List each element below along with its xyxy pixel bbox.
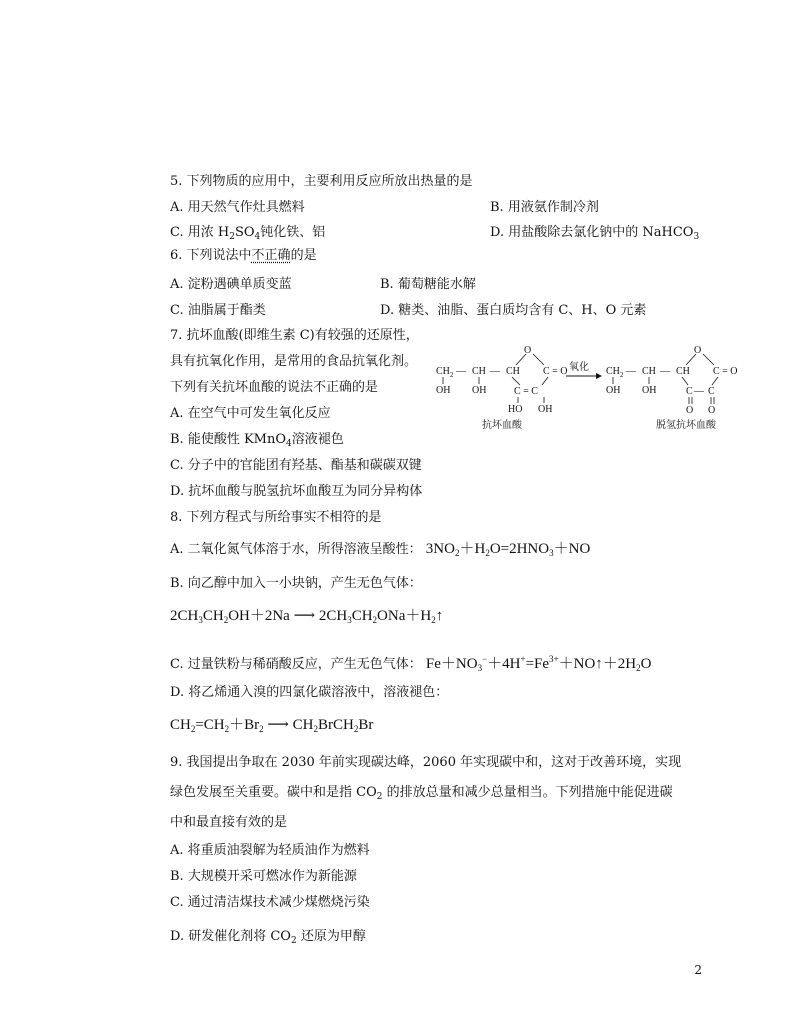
left-ch-b: CH <box>506 366 520 377</box>
q5-stem: 5. 下列物质的应用中，主要利用反应所放出热量的是 <box>170 174 473 189</box>
right-ch-b: CH <box>676 366 690 377</box>
right-o-1: O <box>686 405 694 416</box>
q9-option-a: A. 将重质油裂解为轻质油作为燃料 <box>170 843 370 858</box>
ascorbic-acid-oxidation-figure <box>432 340 772 432</box>
left-oh-1: OH <box>436 385 451 396</box>
q7-option-d: D. 抗坏血酸与脱氢抗坏血酸互为同分异构体 <box>170 484 423 499</box>
q8-c-equation: $Fe+NO_3^-+4H^+=Fe^{3+}+NO↑+2H_2O$ <box>425 654 652 673</box>
page-number: 2 <box>694 963 702 977</box>
q8-option-a: A. 二氧化氮气体溶于水，所得溶液呈酸性： $3NO_2+H_2O=2HNO_3+NO$ <box>170 541 591 558</box>
q7-stem-1: 7. 抗坏血酸(即维生素 C)有较强的还原性， <box>170 328 419 343</box>
q6-option-d: D. 糖类、油脂、蛋白质均含有 C、H、O 元素 <box>380 303 647 318</box>
q6-option-b: B. 葡萄糖能水解 <box>380 277 476 292</box>
q5-option-d: D. 用盐酸除去氯化钠中的 NaHCO$_3$ <box>490 225 700 242</box>
q8-option-c: C. 过量铁粉与稀硝酸反应，产生无色气体： $Fe+NO_3^-+4H^+=Fe^{3+}+NO↑+2H_2O$ <box>170 654 652 673</box>
left-ring-o: O <box>524 345 532 356</box>
right-c-1: C <box>686 386 693 397</box>
right-ring-o: O <box>694 345 702 356</box>
right-ch2: $CH_2$ <box>606 366 624 379</box>
q9-option-c: C. 通过清洁煤技术减少煤燃烧污染 <box>170 895 370 910</box>
left-oh-3: OH <box>538 404 553 415</box>
emphasis-mark: 不正确 <box>251 248 291 263</box>
right-o-2: O <box>708 405 716 416</box>
left-dash-2: — <box>490 366 500 377</box>
arrow-head-icon <box>596 373 602 379</box>
left-ch2: $CH_2$ <box>436 366 454 379</box>
left-ho: HO <box>508 404 523 415</box>
q9-option-d: D. 研发催化剂将 $CO_2$ 还原为甲醇 <box>170 929 366 946</box>
q5-option-a: A. 用天然气作灶具燃料 <box>170 200 305 215</box>
q9-stem-2: 绿色发展至关重要。碳中和是指 $CO_2$ 的排放总量和减少总量相当。下列措施中能促进碳 <box>170 785 673 802</box>
left-dash-1: — <box>456 366 466 377</box>
left-name: 抗坏血酸 <box>482 420 522 431</box>
q8-option-d: D. 将乙烯通入溴的四氯化碳溶液中，溶液褪色： <box>170 685 449 700</box>
right-dash-3: — <box>694 386 704 397</box>
q5-option-c: C. 用浓 $H_2SO_4$钝化铁、铝 <box>170 225 326 242</box>
q7-stem-2: 具有抗氧化作用，是常用的食品抗氧化剂。 <box>170 354 418 369</box>
right-carbonyl: C = O <box>713 366 738 377</box>
q7-option-c: C. 分子中的官能团有羟基、酯基和碳碳双键 <box>170 458 422 473</box>
q8-b-equation: $2CH_3CH_2OH+2Na$ ⟶ $2CH_3CH_2ONa+H_2↑$ <box>170 608 444 625</box>
right-dash-2: — <box>660 366 670 377</box>
right-bond-ring-4 <box>712 377 718 385</box>
q7-stem-3: 下列有关抗坏血酸的说法不正确的是 <box>170 380 379 395</box>
left-bond-ring-4 <box>542 377 548 385</box>
left-bond-ring-3 <box>512 377 520 385</box>
q9-option-b: B. 大规模开采可燃冰作为新能源 <box>170 869 357 884</box>
arrow-label: 氧化 <box>569 362 589 373</box>
right-c-2: C <box>708 386 715 397</box>
left-double-bond: C = C <box>514 386 538 397</box>
q8-option-b: B. 向乙醇中加入一小块钠，产生无色气体： <box>170 576 422 591</box>
left-bond-ring-2 <box>533 354 544 365</box>
q9-stem-1: 9. 我国提出争取在 2030 年前实现碳达峰，2060 年实现碳中和，这对于改善环境，实现 <box>170 755 682 770</box>
right-ch-a: CH <box>642 366 656 377</box>
q9-stem-3: 中和最直接有效的是 <box>170 815 288 830</box>
q6-option-c: C. 油脂属于酯类 <box>170 303 266 318</box>
right-bond-ring-2 <box>703 354 714 365</box>
right-dash-1: — <box>626 366 636 377</box>
left-ch-a: CH <box>472 366 486 377</box>
q8-stem: 8. 下列方程式与所给事实不相符的是 <box>170 510 382 525</box>
right-oh-2: OH <box>642 385 657 396</box>
q8-a-equation: $3NO_2+H_2O=2HNO_3+NO$ <box>425 541 591 558</box>
right-name: 脱氢抗坏血酸 <box>656 420 716 431</box>
q7-option-a: A. 在空气中可发生氧化反应 <box>170 406 331 421</box>
right-oh-1: OH <box>606 385 621 396</box>
q5-option-b: B. 用液氨作制冷剂 <box>490 200 599 215</box>
q7-option-b: B. 能使酸性 KMnO$_4$溶液褪色 <box>170 432 344 449</box>
q8-d-equation: $CH_2=CH_2+Br_2$ ⟶ $CH_2BrCH_2Br$ <box>170 717 374 734</box>
structure-diagram <box>432 340 772 432</box>
q6-option-a: A. 淀粉遇碘单质变蓝 <box>170 277 292 292</box>
left-oh-2: OH <box>472 385 487 396</box>
right-bond-ring-3 <box>682 377 688 385</box>
left-carbonyl: C = O <box>543 366 568 377</box>
q6-stem: 6. 下列说法中不正确的是 <box>170 248 317 263</box>
